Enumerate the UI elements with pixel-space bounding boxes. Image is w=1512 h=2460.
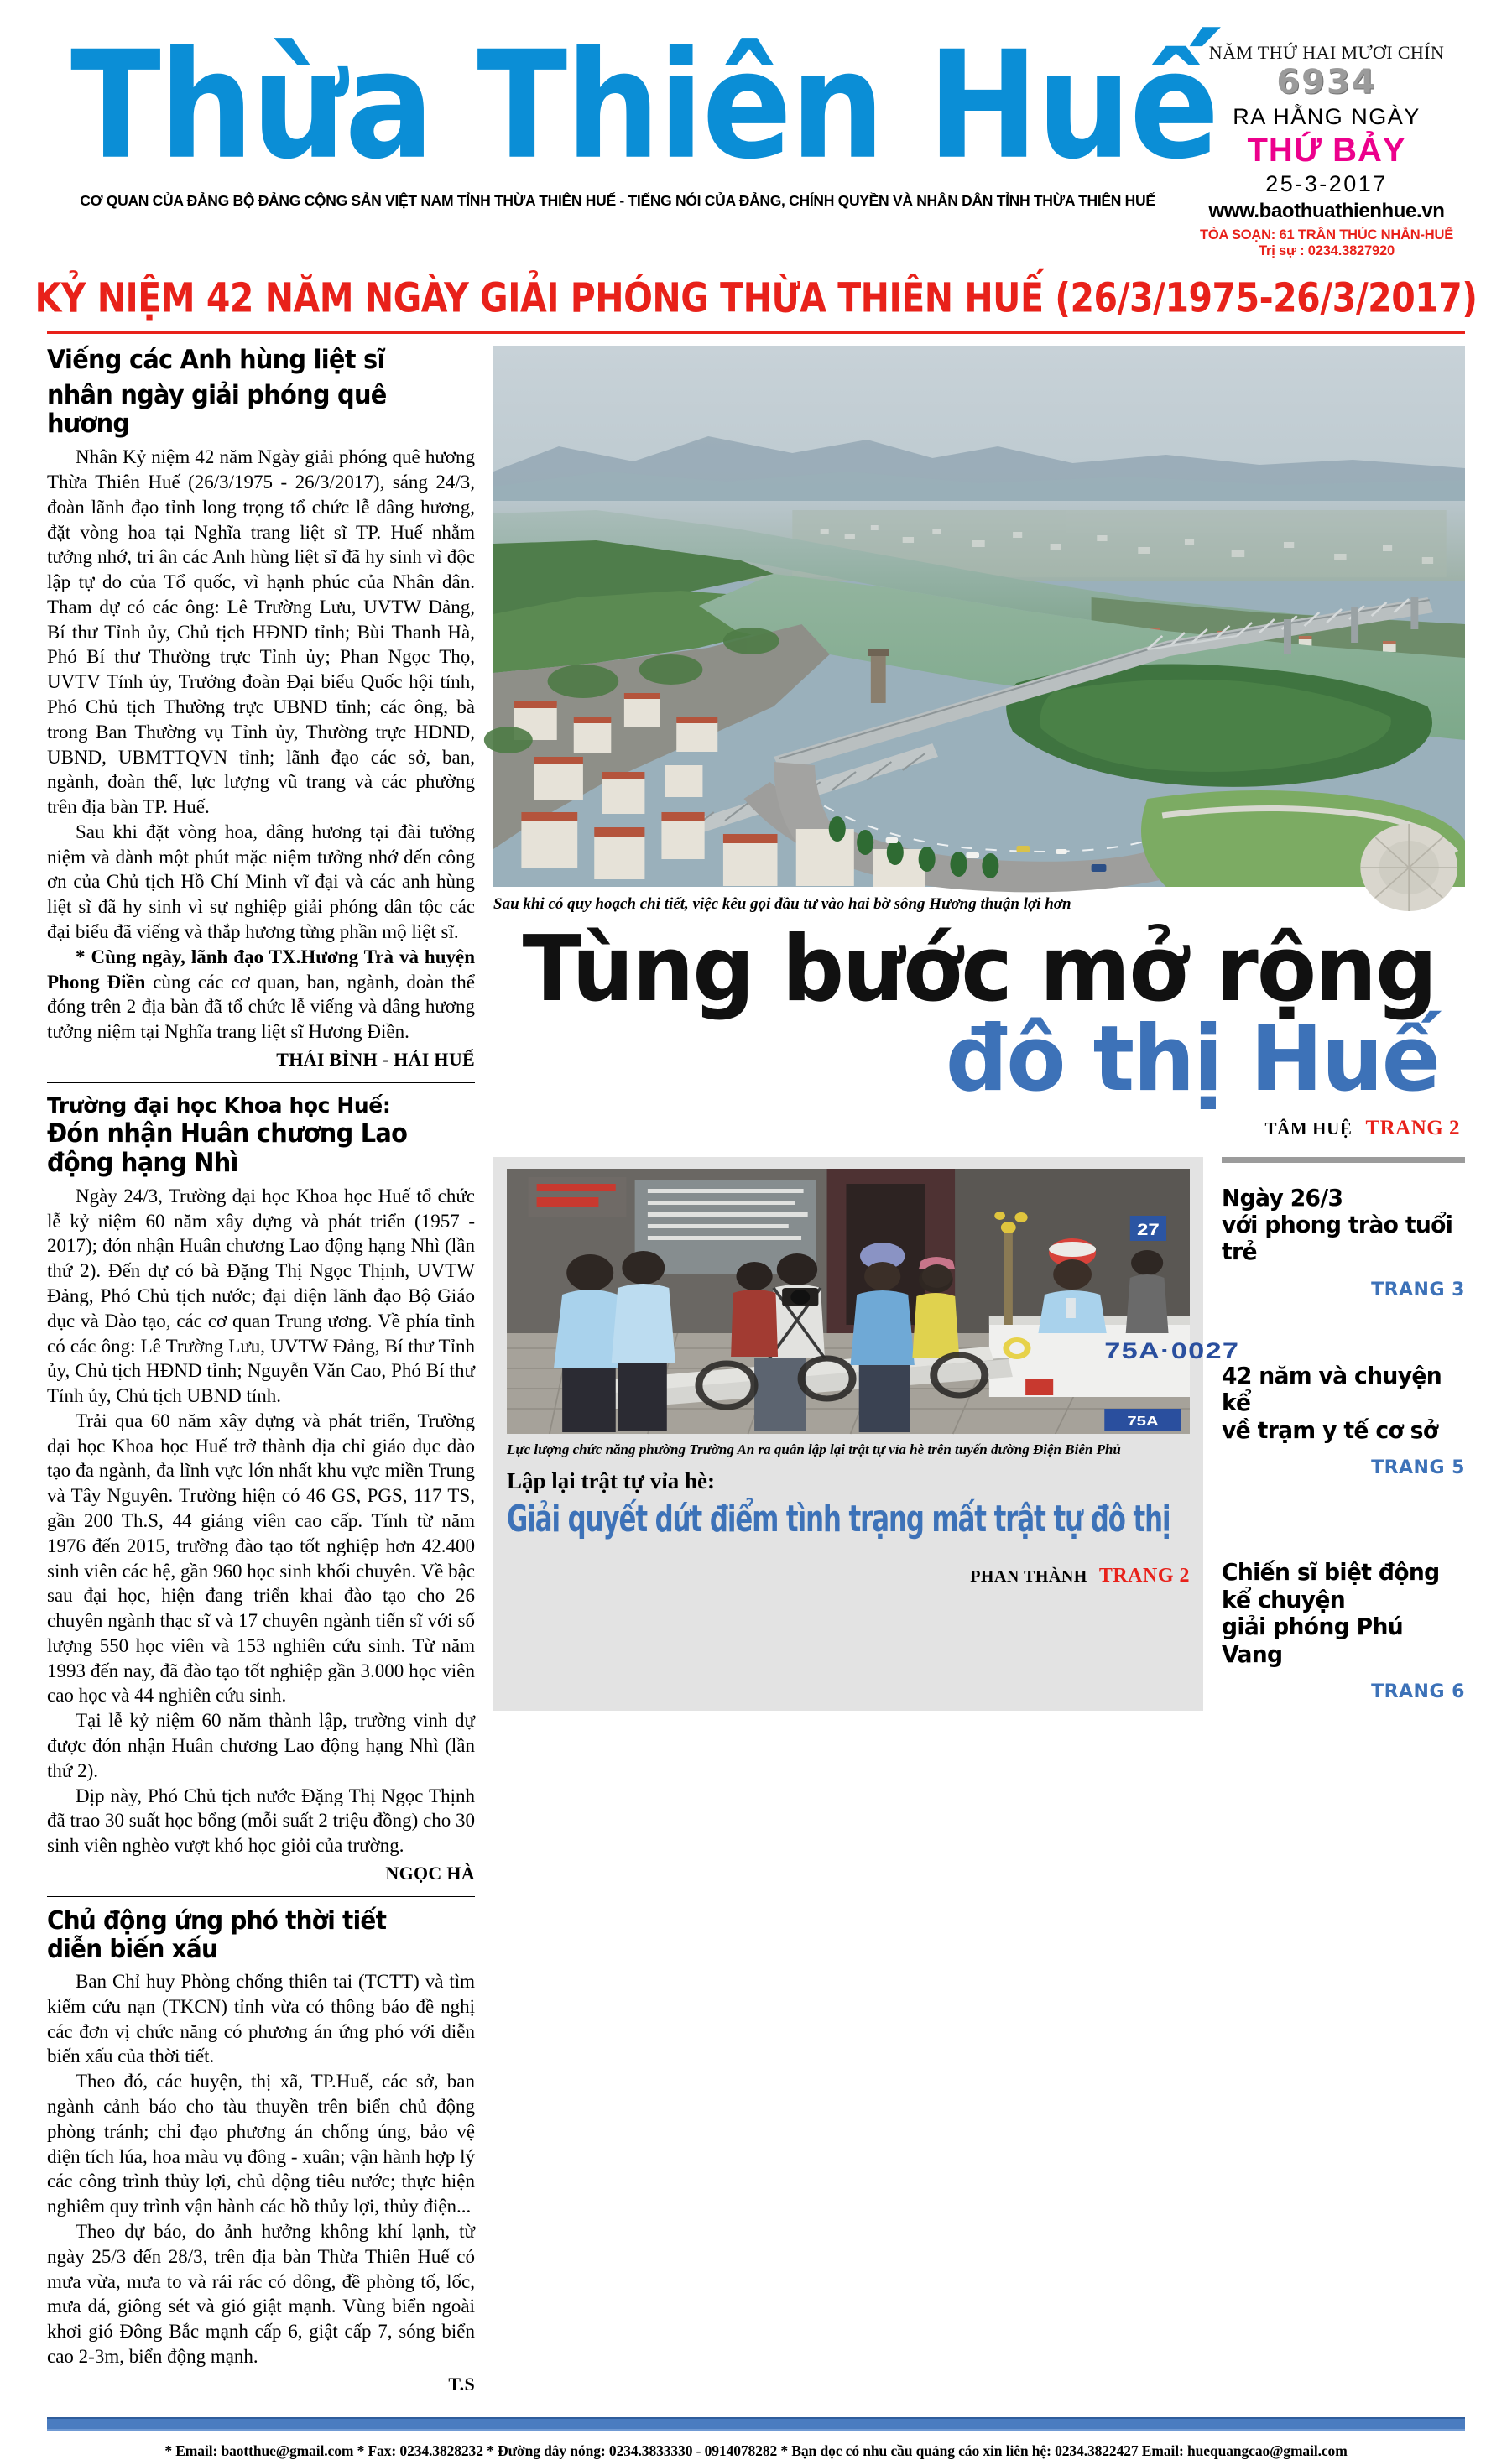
article2-paragraph-2: Trải qua 60 năm xây dựng và phát triển, Trường đại học Khoa học Huế trở thành địa chỉ giáo dục đào tạo đa ngành, đa lĩnh vực lớn nhất khu vực miền Trung và Tây Nguyên. Trường hiện có 46 GS, PGS, 117 TS, gần 200 Th.S, 44 giảng viên cao cấp. Tính từ năm 1976 đến 2015, trường đào tạo tốt nghiệp hơn 42.400 sinh viên các hệ, gần 960 học sinh khối chuyên. Về bậc sau đại học, hiện đang triển khai đào tạo cho 26 chuyên ngành thạc sĩ và 17 chuyên ngành tiến sĩ với số lượng 550 học viên và 153 nghiên cứu sinh. Từ năm 1993 đến nay, đã đào tạo tốt nghiệp gần 3.000 học viên cao học và 44 nghiên cứu sinh. <box>47 1410 475 1707</box>
article3-paragraph-3: Theo dự báo, do ảnh hưởng không khí lạnh, từ ngày 25/3 đến 28/3, trên địa bàn Thừa Thiên Huế có mưa vừa, mưa to và rải rác có dông, đề phòng tố, lốc, mưa đá, giông sét và gió giật mạnh. Vùng biển ngoài khơi gió Đông Bắc mạnh cấp 6, giật cấp 7, sóng biển cao 2-3m, biển động mạnh. <box>47 2220 475 2367</box>
teaser-2-page-ref[interactable]: TRANG 5 <box>1371 1457 1465 1479</box>
article2-kicker: Trường đại học Khoa học Huế: <box>47 1092 391 1118</box>
article1-byline: THÁI BÌNH - HẢI HUẾ <box>276 1048 475 1070</box>
teaser-item-3[interactable] <box>1222 1559 1465 1702</box>
street-story-headline[interactable]: Giải quyết dứt điểm tình trạng mất trật tự đô thị <box>507 1498 1170 1540</box>
article1-p3-lead: * Cùng ngày, lãnh đạo TX.Hương Trà và huyện Phong Điền <box>47 946 475 993</box>
street-enforcement-photo <box>507 1169 1240 1434</box>
left-divider-1 <box>47 1082 475 1083</box>
footer-contact-line: * Email: baotthue@gmail.com * Fax: 0234.3828232 * Đường dây nóng: 0234.3833330 - 0914078282 * Bạn đọc có nhu cầu quảng cáo xin liên hệ: 0234.3822427 Email: huequangcao@gmail.com <box>164 2442 1348 2459</box>
left-column <box>47 346 475 2395</box>
article-viếng-anh-hùng <box>47 346 475 1071</box>
article3-byline: T.S <box>448 2373 475 2395</box>
newspaper-title: Thừa Thiên Huế <box>70 19 1218 193</box>
teaser-1-page-ref[interactable]: TRANG 3 <box>1371 1279 1465 1300</box>
article3-headline[interactable]: Chủ động ứng phó thời tiết diễn biến xấu <box>47 1905 387 1964</box>
website-url[interactable]: www.baothuathienhue.vn <box>1208 200 1445 222</box>
street-photo-caption: Lực lượng chức năng phường Trường An ra quân lập lại trật tự vỉa hè trên tuyến đường Điện Biên Phủ <box>507 1441 1121 1457</box>
frequency-label: RA HẰNG NGÀY <box>1233 104 1421 129</box>
teaser-sidebar <box>1222 1157 1465 1712</box>
article1-paragraph-3 <box>47 945 475 1045</box>
article1-paragraph-2: Sau khi đặt vòng hoa, dâng hương tại đài tưởng niệm và dành một phút mặc niệm tưởng nhớ đến công ơn của Chủ tịch Hồ Chí Minh vĩ đại và các anh hùng liệt sĩ đã hy sinh vì sự nghiệp giải phóng dân tộc các đại biểu đã viếng và thắp hương từng phần mộ liệt sĩ. <box>47 821 475 942</box>
teaser-item-2[interactable] <box>1222 1363 1465 1478</box>
right-column <box>493 346 1465 2395</box>
article2-paragraph-3: Tại lễ kỷ niệm 60 năm thành lập, trường vinh dự được đón nhận Huân chương Lao động hạng Nhì (lần thứ 2). <box>47 1710 475 1781</box>
teaser-3-page-ref[interactable]: TRANG 6 <box>1371 1681 1465 1703</box>
street-story-credit-row <box>507 1565 1190 1587</box>
teaser-2-line2: về trạm y tế cơ sở <box>1222 1415 1438 1444</box>
article2-headline[interactable]: Đón nhận Huân chương Lao động hạng Nhì <box>47 1118 408 1179</box>
feature-headline-line2[interactable]: đô thị Huế <box>945 1006 1440 1112</box>
publication-year-line: NĂM THỨ HAI MƯƠI CHÍN <box>1208 42 1445 63</box>
street-story-kicker: Lập lại trật tự vỉa hè: <box>507 1467 715 1493</box>
feature-page-ref[interactable]: TRANG 2 <box>1365 1116 1460 1139</box>
street-story-block <box>493 1157 1240 1712</box>
masthead <box>0 0 1512 259</box>
left-divider-2 <box>47 1896 475 1897</box>
masthead-left <box>47 19 1218 210</box>
article-thoi-tiet <box>47 1907 475 2395</box>
feature-headline-block <box>493 916 1465 1140</box>
street-story-page-ref[interactable]: TRANG 2 <box>1098 1564 1190 1587</box>
article2-paragraph-4: Dịp này, Phó Chủ tịch nước Đặng Thị Ngọc Thịnh đã trao 30 suất học bổng (mỗi suất 2 triệu đồng) cho 30 sinh viên nghèo vượt khó học giỏi của trường. <box>47 1785 475 1857</box>
svg-text:75A·0027: 75A·0027 <box>1104 1337 1240 1363</box>
weekday-label: THỨ BẢY <box>1247 132 1406 169</box>
issue-number: 6934 <box>1276 63 1377 102</box>
aerial-photo-caption: Sau khi có quy hoạch chi tiết, việc kêu gọi đầu tư vào hai bờ sông Hương thuận lợi hơn <box>493 895 1071 913</box>
lower-section <box>493 1157 1465 1712</box>
teaser-top-rule <box>1222 1157 1465 1163</box>
teaser-1-line2: với phong trào tuổi trẻ <box>1222 1210 1453 1266</box>
svg-text:75A: 75A <box>1127 1412 1159 1428</box>
article-huan-chuong <box>47 1093 475 1884</box>
feature-headline-line1[interactable]: Tùng bước mở rộng <box>522 916 1436 1022</box>
article1-p3-rest: cùng các cơ quan, ban, ngành, đoàn thể đóng trên 2 địa bàn đã tổ chức lễ viếng và dâng hương tưởng niệm tại Nghĩa trang liệt sĩ Hương Điền. <box>47 971 475 1043</box>
teaser-2-line1: 42 năm và chuyện kể <box>1222 1361 1442 1417</box>
article1-paragraph-1: Nhân Kỷ niệm 42 năm Ngày giải phóng quê hương Thừa Thiên Huế (26/3/1975 - 26/3/2017), sáng 24/3, đoàn lãnh đạo tỉnh long trọng tổ chức lễ dâng hương, đặt vòng hoa tại Nghĩa trang liệt sĩ TP. Huế nhằm tưởng nhớ, tri ân các Anh hùng liệt sĩ đã hy sinh vì độc lập tự do của Tổ quốc, vì hạnh phúc của Nhân dân. Tham dự có các ông: Lê Trường Lưu, UVTW Đảng, Bí thư Tỉnh ủy, Chủ tịch HĐND tỉnh; Bùi Thanh Hà, Phó Bí thư Thường trực Tỉnh ủy; Phan Ngọc Thọ, UVTV Tỉnh ủy, Trưởng đoàn Đại biểu Quốc hội tỉnh, Phó Chủ tịch Thường trực UBND tỉnh; các ông, bà trong Ban Thường vụ Tỉnh ủy, Thường trực HĐND, UBND, UBMTTQVN tỉnh; lãnh đạo các sở, ban, ngành, đoàn thể, lực lượng vũ trang và các phường trên địa bàn TP. Huế. <box>47 446 475 818</box>
footer-divider <box>47 2417 1465 2431</box>
teaser-item-1[interactable] <box>1222 1185 1465 1300</box>
article1-headline-line2[interactable]: nhân ngày giải phóng quê hương <box>47 379 387 440</box>
teaser-3-line1: Chiến sĩ biệt động kể chuyện <box>1222 1558 1440 1613</box>
office-phone: Trị sự : 0234.3827920 <box>1259 243 1395 258</box>
article1-headline-line1[interactable]: Viếng các Anh hùng liệt sĩ <box>47 345 385 375</box>
article2-paragraph-1: Ngày 24/3, Trường đại học Khoa học Huế tổ chức lễ kỷ niệm 60 năm xây dựng và phát triển (1957 - 2017); đón nhận Huân chương Lao động hạng Nhì (lần thứ 2). Đến dự có bà Đặng Thị Ngọc Thịnh, UVTW Đảng, Phó Chủ tịch nước; đại diện lãnh đạo Bộ Giáo dục và Đào tạo, các cơ quan Trung ương. Về phía tỉnh có các ông: Lê Trường Lưu, UVTW Đảng, Bí thư Tỉnh ủy, Chủ tịch HĐND tỉnh; Nguyễn Văn Cao, Phó Bí thư Tỉnh ủy, Chủ tịch UBND tỉnh. <box>47 1185 475 1407</box>
svg-text:27: 27 <box>1136 1220 1160 1238</box>
office-address: TÒA SOẠN: 61 TRẦN THÚC NHẪN-HUẾ <box>1199 227 1454 242</box>
teaser-spacer-1 <box>1222 1309 1465 1363</box>
content-grid <box>0 334 1512 2395</box>
teaser-1-line1: Ngày 26/3 <box>1222 1183 1343 1212</box>
article2-byline: NGỌC HÀ <box>385 1862 475 1884</box>
feature-byline: TÂM HUỆ <box>1264 1118 1353 1139</box>
feature-credit-row <box>493 1117 1465 1140</box>
teaser-spacer-2 <box>1222 1487 1465 1559</box>
street-story-byline: PHAN THÀNH <box>970 1566 1087 1586</box>
article3-paragraph-1: Ban Chỉ huy Phòng chống thiên tai (TCTT) và tìm kiếm cứu nạn (TKCN) tỉnh vừa có thông báo đề nghị các đơn vị chức năng có phương án ứng phó với diễn biến xấu của thời tiết. <box>47 1971 475 2067</box>
teaser-3-line2: giải phóng Phú Vang <box>1222 1613 1404 1668</box>
publication-date: 25-3-2017 <box>1265 171 1388 196</box>
masthead-info-block <box>1188 34 1465 259</box>
anniversary-banner: KỶ NIỆM 42 NĂM NGÀY GIẢI PHÓNG THỪA THIÊN HUẾ (26/3/1975-26/3/2017) <box>34 274 1478 322</box>
masthead-subtitle: CƠ QUAN CỦA ĐẢNG BỘ ĐẢNG CỘNG SẢN VIỆT NAM TỈNH THỪA THIÊN HUẾ - TIẾNG NÓI CỦA ĐẢNG, CHÍNH QUYỀN VÀ NHÂN DÂN TỈNH THỪA THIÊN HUẾ <box>80 191 1155 209</box>
aerial-photo-hue-river <box>493 346 1465 887</box>
article3-paragraph-2: Theo đó, các huyện, thị xã, TP.Huế, các sở, ban ngành cảnh báo cho tàu thuyền trên biển chủ động phòng tránh; chỉ đạo phương án chống úng, bảo vệ diện tích lúa, hoa màu vụ đông - xuân; vận hành hợp lý các công trình thủy lợi, chủ động tiêu nước; thực hiện nghiêm quy trình vận hành các hồ thủy lợi, thủy điện... <box>47 2071 475 2218</box>
